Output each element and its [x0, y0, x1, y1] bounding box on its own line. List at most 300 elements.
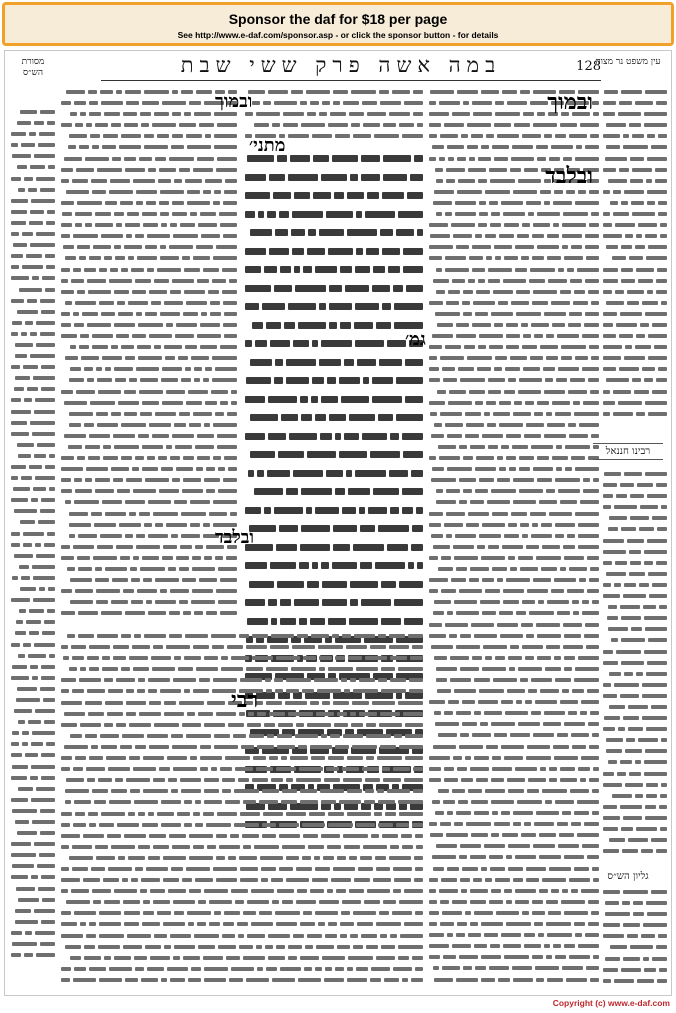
- text-line: [603, 536, 667, 546]
- text-line: [429, 963, 599, 973]
- text-line: [11, 129, 55, 139]
- text-line: [603, 154, 667, 164]
- text-line: [61, 87, 237, 97]
- text-line: [429, 919, 599, 929]
- text-line: [603, 387, 667, 397]
- text-line: [11, 362, 55, 372]
- text-line: [603, 658, 667, 668]
- text-line: [61, 908, 423, 918]
- text-line: [11, 762, 55, 772]
- text-line: [61, 398, 237, 408]
- text-line: [61, 242, 237, 252]
- text-line: [11, 551, 55, 561]
- text-line: [429, 575, 599, 585]
- text-line: [11, 640, 55, 650]
- text-line: [603, 187, 667, 197]
- text-line: [429, 431, 599, 441]
- text-line: [61, 375, 237, 385]
- text-line: [429, 497, 599, 507]
- text-line: [429, 864, 599, 874]
- text-line: [429, 941, 599, 951]
- text-line: [11, 151, 55, 161]
- text-line: [603, 802, 667, 812]
- text-line: [603, 142, 667, 152]
- text-line: [603, 931, 667, 941]
- text-line: [429, 542, 599, 552]
- copyright-link[interactable]: Copyright (c) www.e-daf.com: [552, 998, 670, 1008]
- text-line: [61, 475, 237, 485]
- text-line: [429, 398, 599, 408]
- text-line: [603, 502, 667, 512]
- text-line: [603, 591, 667, 601]
- text-line: [61, 864, 423, 874]
- text-line: [61, 497, 237, 507]
- text-line: [603, 769, 667, 779]
- text-line: [11, 495, 55, 505]
- text-line: [61, 642, 423, 652]
- text-line: [245, 614, 423, 628]
- ein-mishpat-heading: עין משפט נר מצוה: [595, 57, 661, 67]
- masoret-hashas-column: [11, 107, 55, 967]
- text-line: [61, 720, 423, 730]
- text-line: [245, 503, 423, 517]
- text-line: [603, 309, 667, 319]
- text-line: [245, 262, 423, 276]
- text-line: [11, 917, 55, 927]
- text-line: [603, 813, 667, 823]
- text-line: [429, 631, 599, 641]
- text-line: [61, 742, 423, 752]
- text-line: [603, 680, 667, 690]
- text-line: [245, 466, 423, 480]
- text-line: [429, 897, 599, 907]
- text-line: [11, 584, 55, 594]
- text-line: [603, 165, 667, 175]
- running-head: [101, 53, 601, 81]
- text-line: [11, 118, 55, 128]
- text-line: [245, 558, 423, 572]
- text-line: [61, 276, 237, 286]
- text-line: [603, 580, 667, 590]
- text-line: [429, 342, 599, 352]
- text-line: [603, 702, 667, 712]
- text-line: [429, 797, 599, 807]
- tosafot-rabbi-word: רבי: [231, 687, 259, 713]
- text-line: [429, 697, 599, 707]
- text-line: [61, 797, 423, 807]
- text-line: [245, 392, 423, 406]
- text-line: [245, 484, 423, 498]
- text-line: [603, 691, 667, 701]
- text-line: [11, 651, 55, 661]
- text-line: [429, 253, 599, 263]
- text-line: [11, 628, 55, 638]
- text-line: [603, 547, 667, 557]
- text-line: [603, 176, 667, 186]
- text-line: [603, 757, 667, 767]
- text-line: [603, 824, 667, 834]
- text-line: [11, 407, 55, 417]
- text-line: [603, 920, 667, 930]
- text-line: [603, 624, 667, 634]
- ein-mishpat-column: [603, 87, 667, 427]
- text-line: [61, 154, 237, 164]
- text-line: [429, 420, 599, 430]
- text-line: [11, 872, 55, 882]
- text-line: [603, 331, 667, 341]
- text-line: [603, 954, 667, 964]
- text-line: [429, 852, 599, 862]
- text-line: [603, 231, 667, 241]
- text-line: [429, 564, 599, 574]
- text-line: [61, 98, 237, 108]
- text-line: [11, 839, 55, 849]
- text-line: [61, 453, 237, 463]
- text-line: [11, 473, 55, 483]
- text-line: [245, 318, 423, 332]
- text-line: [429, 730, 599, 740]
- text-line: [11, 218, 55, 228]
- text-line: [11, 739, 55, 749]
- text-line: [429, 209, 599, 219]
- text-line: [245, 225, 423, 239]
- text-line: [11, 462, 55, 472]
- text-line: [429, 309, 599, 319]
- text-line: [429, 364, 599, 374]
- text-line: [61, 753, 423, 763]
- text-line: [245, 281, 423, 295]
- text-line: [429, 287, 599, 297]
- text-line: [11, 262, 55, 272]
- text-line: [61, 675, 423, 685]
- tosafot-dibur-hamatchil: ובלבד: [215, 527, 255, 548]
- text-line: [11, 484, 55, 494]
- text-line: [11, 451, 55, 461]
- text-line: [11, 695, 55, 705]
- text-line: [61, 786, 423, 796]
- tosafot-column: [61, 87, 237, 627]
- text-line: [245, 336, 423, 350]
- text-line: [429, 486, 599, 496]
- sponsor-subtitle[interactable]: [5, 30, 671, 40]
- text-line: [61, 664, 423, 674]
- text-line: [603, 669, 667, 679]
- text-line: [429, 531, 599, 541]
- text-line: [61, 564, 237, 574]
- commentary-bottom-block: [61, 631, 423, 987]
- text-line: [61, 287, 237, 297]
- text-line: [429, 620, 599, 630]
- text-line: [603, 976, 667, 986]
- text-line: [603, 713, 667, 723]
- text-line: [603, 780, 667, 790]
- text-line: [61, 409, 237, 419]
- text-line: [603, 242, 667, 252]
- text-line: [11, 606, 55, 616]
- text-line: [11, 373, 55, 383]
- sponsor-title[interactable]: Sponsor the daf for $18 per page: [228, 11, 448, 27]
- text-line: [11, 595, 55, 605]
- text-line: [61, 165, 237, 175]
- text-line: [429, 220, 599, 230]
- text-line: [61, 420, 237, 430]
- text-line: [245, 577, 423, 591]
- text-line: [11, 806, 55, 816]
- text-line: [603, 613, 667, 623]
- text-line: [11, 340, 55, 350]
- text-line: [11, 307, 55, 317]
- text-line: [245, 410, 423, 424]
- text-line: [429, 520, 599, 530]
- text-line: [603, 109, 667, 119]
- text-line: [11, 784, 55, 794]
- text-line: [603, 909, 667, 919]
- text-line: [11, 617, 55, 627]
- text-line: [429, 653, 599, 663]
- text-line: [603, 120, 667, 130]
- text-line: [603, 409, 667, 419]
- text-line: [61, 265, 237, 275]
- text-line: [11, 717, 55, 727]
- text-line: [61, 975, 423, 985]
- text-line: [603, 265, 667, 275]
- text-line: [11, 285, 55, 295]
- text-line: [603, 220, 667, 230]
- gilyon-hashas-column: [603, 887, 667, 987]
- text-line: [429, 708, 599, 718]
- text-line: [61, 109, 237, 119]
- text-line: [11, 207, 55, 217]
- text-line: [11, 706, 55, 716]
- text-line: [61, 964, 423, 974]
- text-line: [603, 375, 667, 385]
- text-line: [11, 429, 55, 439]
- text-line: [429, 675, 599, 685]
- text-line: [603, 353, 667, 363]
- text-line: [11, 728, 55, 738]
- text-line: [61, 320, 237, 330]
- text-line: [11, 750, 55, 760]
- text-line: [61, 919, 423, 929]
- text-line: [245, 244, 423, 258]
- text-line: [61, 509, 237, 519]
- text-line: [603, 87, 667, 97]
- text-line: [245, 373, 423, 387]
- text-line: [11, 573, 55, 583]
- masoret-hashas-heading: מסורת הש״ס: [21, 57, 45, 78]
- text-line: [11, 529, 55, 539]
- text-line: [603, 131, 667, 141]
- text-line: [61, 820, 423, 830]
- text-line: [603, 287, 667, 297]
- text-line: [11, 884, 55, 894]
- sponsor-link[interactable]: See http://www.e-daf.com/sponsor.asp - or click the sponsor button - for details: [177, 30, 499, 40]
- text-line: [429, 686, 599, 696]
- text-line: [245, 521, 423, 535]
- text-line: [603, 320, 667, 330]
- rashi-column: [429, 87, 599, 987]
- text-line: [11, 540, 55, 550]
- text-line: [603, 735, 667, 745]
- text-line: [429, 597, 599, 607]
- text-line: [245, 595, 423, 609]
- text-line: [61, 653, 423, 663]
- text-line: [429, 753, 599, 763]
- text-line: [429, 375, 599, 385]
- text-line: [429, 320, 599, 330]
- text-line: [61, 608, 237, 618]
- text-line: [603, 480, 667, 490]
- talmud-page: [4, 50, 672, 996]
- text-line: [429, 719, 599, 729]
- text-line: [429, 231, 599, 241]
- text-line: [61, 731, 423, 741]
- text-line: [245, 299, 423, 313]
- text-line: [11, 895, 55, 905]
- text-line: [61, 253, 237, 263]
- text-line: [11, 251, 55, 261]
- text-line: [61, 953, 423, 963]
- text-line: [61, 764, 423, 774]
- rabbeinu-chananel-column: [603, 469, 667, 859]
- text-line: [429, 464, 599, 474]
- text-line: [11, 684, 55, 694]
- text-line: [603, 98, 667, 108]
- text-line: [429, 886, 599, 896]
- text-line: [11, 162, 55, 172]
- rashi-dibur-hamatchil: ובלבד: [545, 163, 593, 189]
- text-line: [11, 318, 55, 328]
- text-line: [11, 828, 55, 838]
- text-line: [61, 309, 237, 319]
- text-line: [429, 875, 599, 885]
- text-line: [603, 647, 667, 657]
- text-line: [429, 786, 599, 796]
- text-line: [429, 642, 599, 652]
- text-line: [429, 409, 599, 419]
- text-line: [603, 558, 667, 568]
- text-line: [429, 841, 599, 851]
- text-line: [603, 965, 667, 975]
- text-line: [11, 395, 55, 405]
- text-line: [603, 746, 667, 756]
- text-line: [61, 875, 423, 885]
- text-line: [61, 298, 237, 308]
- text-line: [429, 908, 599, 918]
- text-line: [603, 602, 667, 612]
- text-line: [429, 764, 599, 774]
- gemara-marker: גמ׳: [405, 329, 426, 350]
- text-line: [61, 631, 423, 641]
- text-line: [603, 469, 667, 479]
- text-line: [61, 331, 237, 341]
- text-line: [11, 140, 55, 150]
- text-line: [61, 886, 423, 896]
- text-line: [11, 229, 55, 239]
- text-line: [429, 930, 599, 940]
- text-line: [429, 509, 599, 519]
- tosafot-opening-word: ובמוך: [215, 91, 253, 112]
- text-line: [245, 355, 423, 369]
- rashi-opening-word: ובמוך: [547, 89, 593, 115]
- text-line: [61, 464, 237, 474]
- text-line: [429, 830, 599, 840]
- text-line: [603, 209, 667, 219]
- text-line: [429, 742, 599, 752]
- text-line: [429, 775, 599, 785]
- text-line: [429, 131, 599, 141]
- text-line: [11, 240, 55, 250]
- text-line: [603, 276, 667, 286]
- text-line: [245, 98, 423, 108]
- text-line: [61, 942, 423, 952]
- text-line: [61, 142, 237, 152]
- text-line: [11, 950, 55, 960]
- text-line: [429, 586, 599, 596]
- rabbeinu-chananel-heading: רבינו חננאל: [593, 443, 663, 460]
- text-line: [61, 842, 423, 852]
- text-line: [61, 831, 423, 841]
- text-line: [11, 773, 55, 783]
- text-line: [429, 265, 599, 275]
- text-line: [245, 429, 423, 443]
- text-line: [603, 846, 667, 856]
- text-line: [61, 575, 237, 585]
- text-line: [11, 273, 55, 283]
- text-line: [11, 928, 55, 938]
- text-line: [429, 142, 599, 152]
- text-line: [429, 475, 599, 485]
- text-line: [603, 524, 667, 534]
- text-line: [603, 569, 667, 579]
- text-line: [11, 506, 55, 516]
- sponsor-banner[interactable]: [2, 2, 674, 46]
- text-line: [603, 298, 667, 308]
- text-line: [61, 198, 237, 208]
- text-line: [429, 276, 599, 286]
- text-line: [429, 298, 599, 308]
- text-line: [61, 187, 237, 197]
- text-line: [429, 819, 599, 829]
- text-line: [429, 242, 599, 252]
- text-line: [11, 196, 55, 206]
- text-line: [61, 342, 237, 352]
- text-line: [603, 791, 667, 801]
- text-line: [11, 418, 55, 428]
- text-line: [61, 220, 237, 230]
- text-line: [61, 897, 423, 907]
- text-line: [61, 431, 237, 441]
- text-line: [429, 353, 599, 363]
- text-line: [603, 513, 667, 523]
- text-line: [11, 861, 55, 871]
- text-line: [603, 887, 667, 897]
- text-line: [429, 664, 599, 674]
- text-line: [61, 231, 237, 241]
- text-line: [429, 387, 599, 397]
- text-line: [61, 486, 237, 496]
- text-line: [61, 775, 423, 785]
- text-line: [603, 253, 667, 263]
- text-line: [603, 398, 667, 408]
- text-line: [245, 109, 423, 119]
- text-line: [603, 364, 667, 374]
- text-line: [245, 540, 423, 554]
- text-line: [11, 384, 55, 394]
- mishnah-marker: מתני׳: [249, 135, 286, 156]
- text-line: [11, 185, 55, 195]
- text-line: [603, 724, 667, 734]
